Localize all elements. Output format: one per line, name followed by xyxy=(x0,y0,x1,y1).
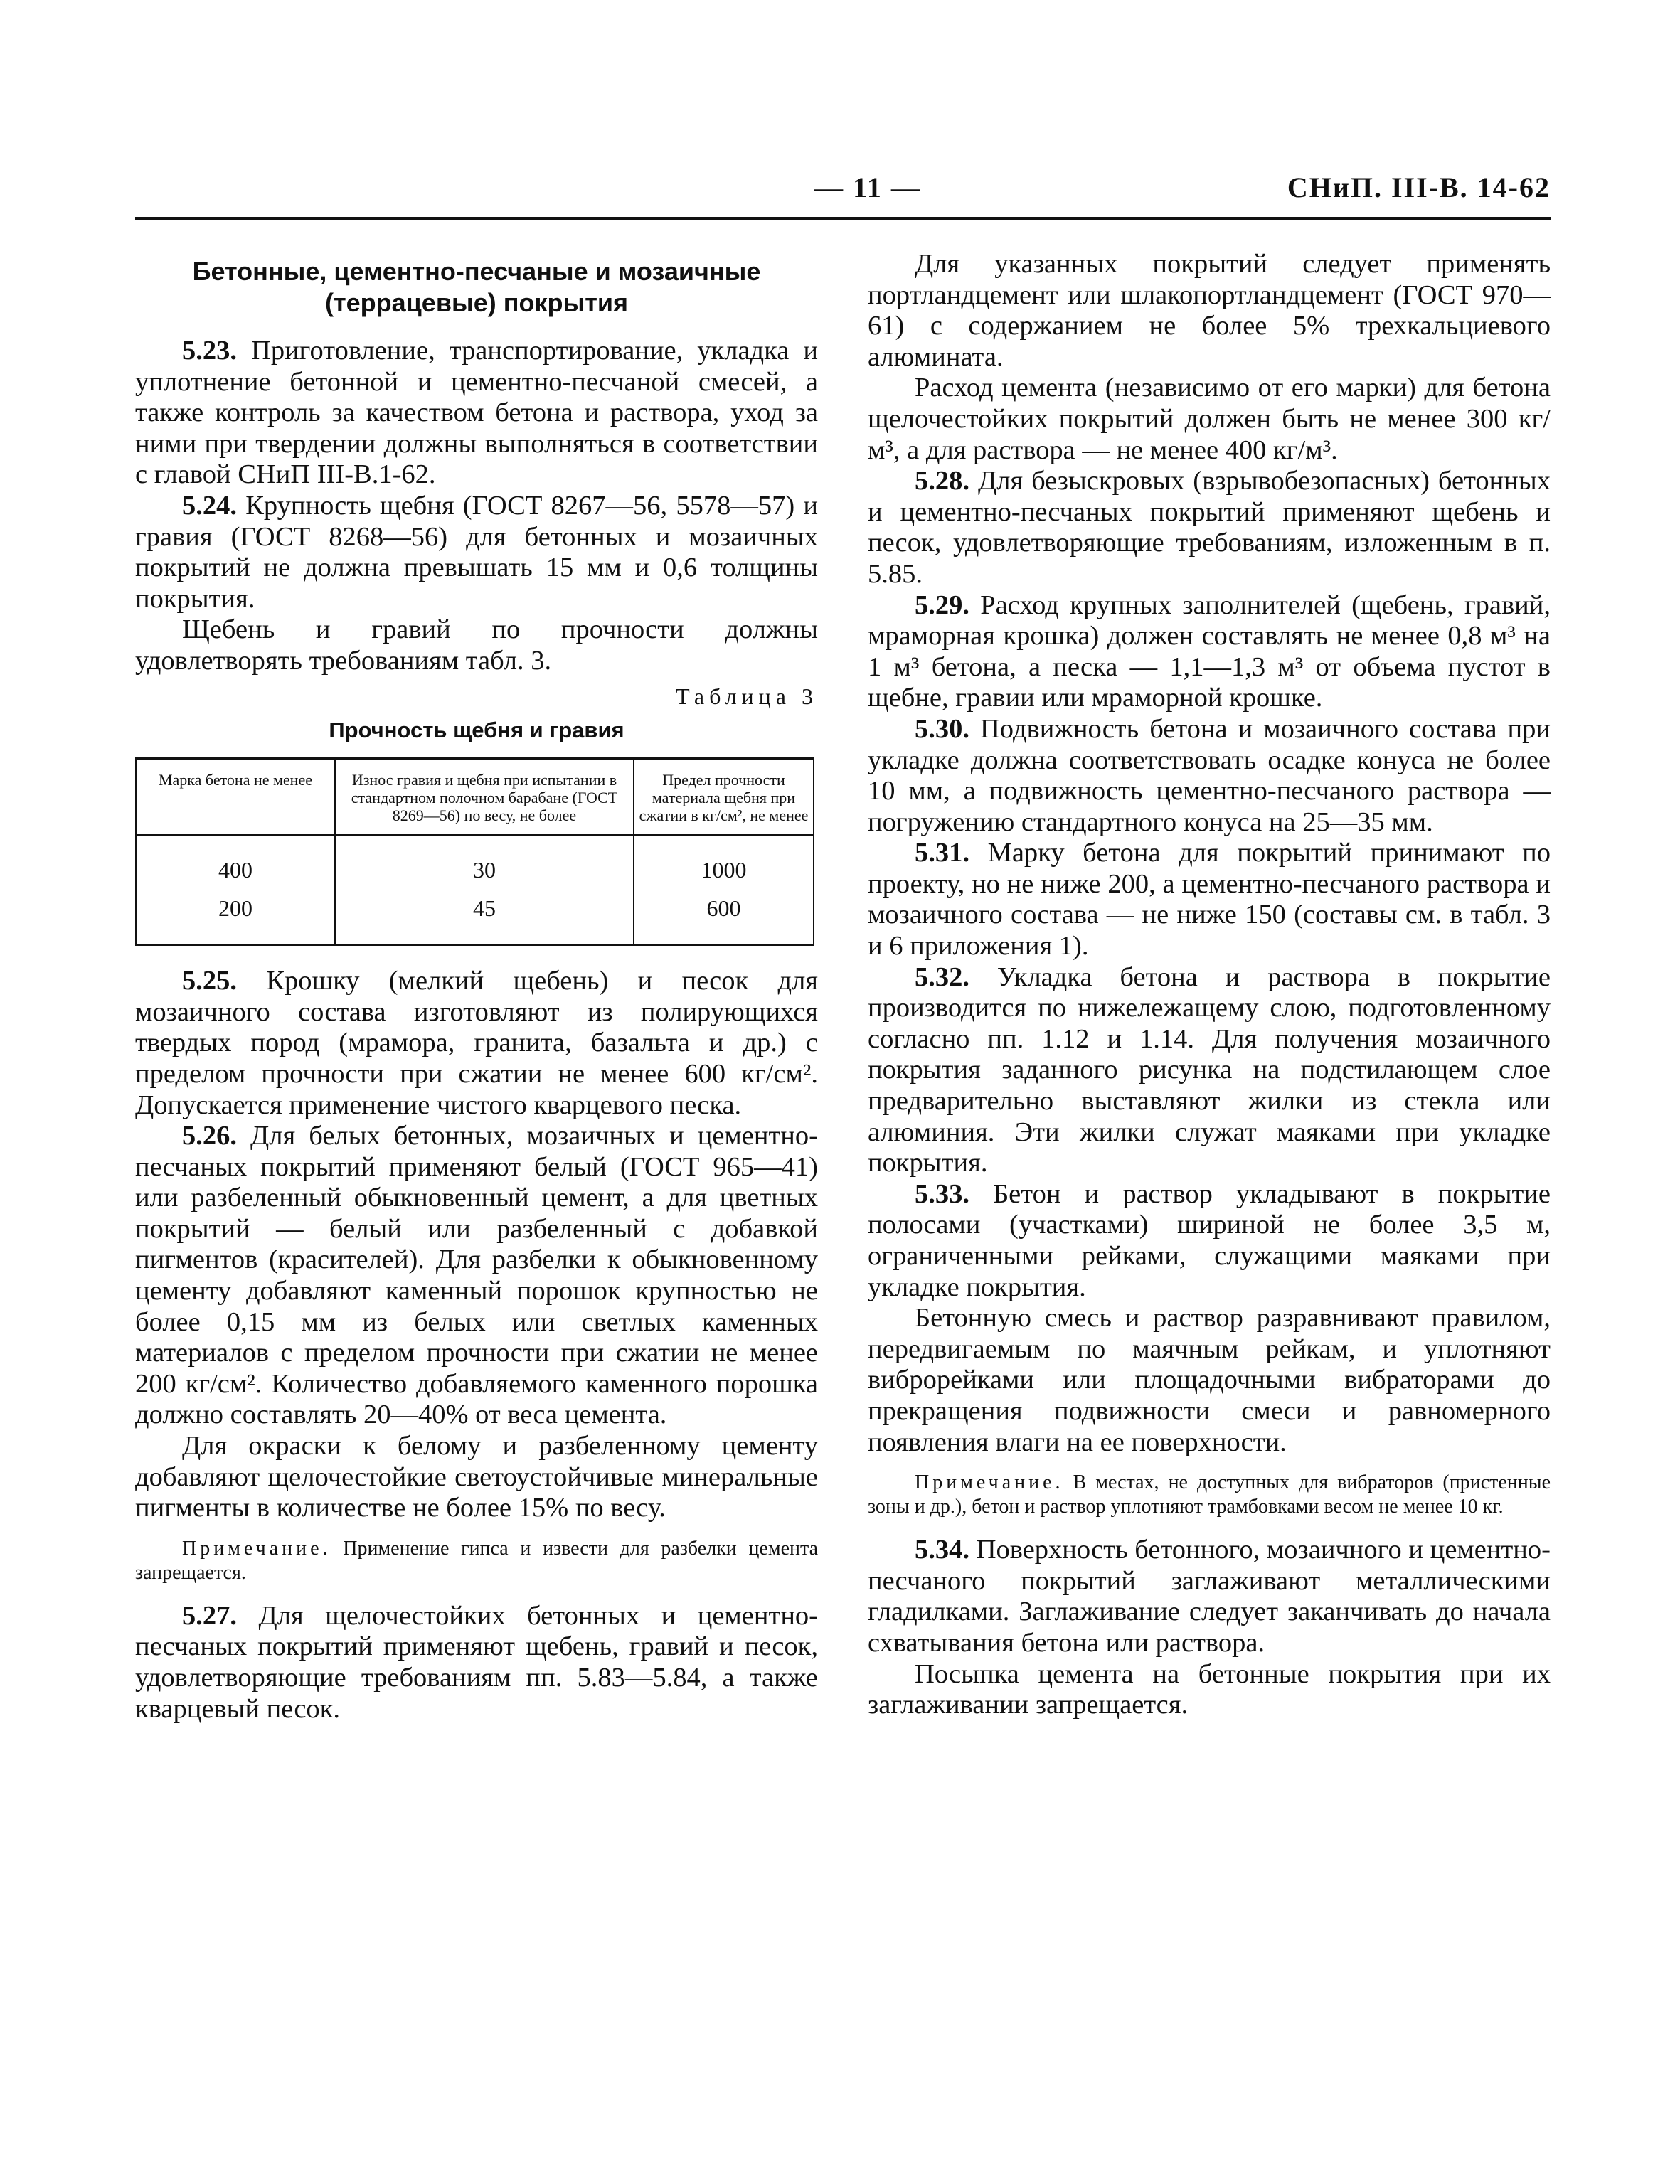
document-code: СНиП. III-В. 14-62 xyxy=(1287,171,1551,203)
header-rule xyxy=(135,217,1551,220)
table-cell: 30 xyxy=(335,835,634,889)
table-cell: 400 xyxy=(136,835,335,889)
paragraph-5-29 xyxy=(868,590,1551,714)
paragraph-text: Приготовление, транспортирование, укладка и уплотнение бетонной и цементно-песчаной смесей, а также контроль за качеством бетона и раствора, уход за ними при твердении должны выполняться в соответствии с главой СНиП III-В.1-62. xyxy=(135,336,818,490)
table-label: Таблица 3 xyxy=(676,683,818,709)
paragraph-number: 5.25. xyxy=(182,966,237,996)
paragraph-5-32 xyxy=(868,962,1551,1179)
paragraph-number: 5.24. xyxy=(182,490,237,521)
paragraph-5-26-continued: Для окраски к белому и разбеленному цементу добавляют щелочестойкие светоустойчивые минеральные пигменты в количестве не более 15% по весу. xyxy=(135,1431,818,1523)
note-label: Примечание. xyxy=(182,1537,331,1560)
paragraph-5-27-consumption: Расход цемента (независимо от его марки) для бетона щелочестойких покрытий должен быть не менее 300 кг/м³, а для раствора — не менее 400 кг/м³. xyxy=(868,373,1551,465)
right-column xyxy=(868,249,1551,1721)
paragraph-number: 5.31. xyxy=(915,838,969,868)
paragraph-5-25 xyxy=(135,966,818,1121)
strength-table xyxy=(135,757,814,946)
note-text: Применение гипса и извести для разбелки цемента запрещается. xyxy=(135,1537,818,1584)
page-header xyxy=(135,171,1551,213)
table-header-row xyxy=(136,759,814,836)
paragraph-text: Расход крупных заполнителей (щебень, гравий, мраморная крошка) должен составлять не менее 0,8 м³ на 1 м³ бетона, а песка — 1,1—1,3 м³ от объема пустот в щебне, гравии или мраморной крошке. xyxy=(868,590,1551,713)
paragraph-text: Бетон и раствор укладывают в покрытие полосами (участками) шириной не более 3,5 м, ограниченными рейками, служащими маяками при укладке покрытия. xyxy=(868,1178,1551,1302)
paragraph-number: 5.27. xyxy=(182,1600,237,1631)
paragraph-5-23 xyxy=(135,336,818,491)
table-row xyxy=(136,835,814,889)
note-text: В местах, не доступных для вибраторов (пристенные зоны и др.), бетон и раствор уплотняют трамбовками весом не менее 10 кг. xyxy=(868,1471,1551,1518)
paragraph-text: Крупность щебня (ГОСТ 8267—56, 5578—57) и гравия (ГОСТ 8268—56) для бетонных и мозаичных покрытий не должна превышать 15 мм и 0,6 толщины покрытия. xyxy=(135,490,818,614)
paragraph-number: 5.26. xyxy=(182,1121,237,1151)
left-column xyxy=(135,249,818,1725)
paragraph-5-27-cement: Для указанных покрытий следует применять портландцемент или шлакопортландцемент (ГОСТ 970—61) с содержанием не более 5% трехкальциевого алюмината. xyxy=(868,249,1551,372)
paragraph-number: 5.23. xyxy=(182,336,237,366)
page-number: — 11 — xyxy=(814,171,921,203)
paragraph-5-31 xyxy=(868,838,1551,962)
paragraph-5-24 xyxy=(135,491,818,614)
paragraph-5-27 xyxy=(135,1601,818,1725)
paragraph-number: 5.28. xyxy=(915,466,969,496)
table-header-cell: Предел прочности материала щебня при сжатии в кг/см², не менее xyxy=(639,771,809,825)
table-caption: Прочность щебня и гравия xyxy=(329,718,624,743)
paragraph-5-28 xyxy=(868,466,1551,590)
paragraph-5-24-continued: Щебень и гравий по прочности должны удовлетворять требованиям табл. 3. xyxy=(135,614,818,676)
paragraph-text: Подвижность бетона и мозаичного состава при укладке должна соответствовать осадке конуса не более 10 мм, а подвижность цементно-песчаного раствора — погружению стандартного конуса на 25—35 мм. xyxy=(868,713,1551,837)
paragraph-5-34-continued: Посыпка цемента на бетонные покрытия при их заглаживании запрещается. xyxy=(868,1658,1551,1720)
paragraph-5-33-continued: Бетонную смесь и раствор разравнивают правилом, передвигаемым по маячным рейкам, и уплотняют виброрейками или площадочными вибраторами до прекращения подвижности смеси и равномерного появления влаги на ее поверхности. xyxy=(868,1303,1551,1457)
paragraph-number: 5.33. xyxy=(915,1178,969,1209)
table-header-cell: Износ гравия и щебня при испытании в стандартном полочном барабане (ГОСТ 8269—56) по весу, не более xyxy=(335,759,634,836)
paragraph-5-26 xyxy=(135,1121,818,1431)
paragraph-number: 5.30. xyxy=(915,713,969,744)
paragraph-5-33 xyxy=(868,1179,1551,1303)
paragraph-number: 5.32. xyxy=(915,962,969,992)
note-gypsum xyxy=(135,1537,818,1585)
paragraph-text: Поверхность бетонного, мозаичного и цементно-песчаного покрытий заглаживают металлическими гладилками. Заглаживание следует заканчивать до начала схватывания бетона или раствора. xyxy=(868,1535,1551,1658)
paragraph-text: Для белых бетонных, мозаичных и цементно-песчаных покрытий применяют белый (ГОСТ 965—41) или разбеленный обыкновенный цемент, а для цветных покрытий — белый или разбеленный с добавкой пигментов (красителей). Для разбелки к обыкновенному цементу добавляют каменный порошок крупностью не более 0,15 мм из белых или светлых каменных материалов с пределом прочности при сжатии не менее 200 кг/см². Количество добавляемого каменного порошка должно составлять 20—40% от веса цемента. xyxy=(135,1121,818,1430)
paragraph-number: 5.34. xyxy=(915,1535,969,1565)
note-vibrators xyxy=(868,1471,1551,1519)
table-cell: 200 xyxy=(136,889,335,945)
table-header-cell: Марка бетона не менее xyxy=(136,759,335,836)
table-row xyxy=(136,889,814,945)
paragraph-text: Для щелочестойких бетонных и цементно-песчаных покрытий применяют щебень, гравий и песок, удовлетворяющие требованиям пп. 5.83—5.84, а также кварцевый песок. xyxy=(135,1600,818,1724)
paragraph-number: 5.29. xyxy=(915,590,969,620)
table-cell: 600 xyxy=(706,895,741,922)
paragraph-text: Укладка бетона и раствора в покрытие производится по нижележащему слою, подготовленному согласно пп. 1.12 и 1.14. Для получения мозаичного покрытия заданного рисунка на подстилающем слое предварительно выставляют жилки из стекла или алюминия. Эти жилки служат маяками при укладке покрытия. xyxy=(868,962,1551,1178)
paragraph-text: Крошку (мелкий щебень) и песок для мозаичного состава изготовляют из полирующихся твердых пород (мрамора, гранита, базальта и др.) с пределом прочности при сжатии не менее 600 кг/см². Допускается применение чистого кварцевого песка. xyxy=(135,966,818,1120)
paragraph-5-30 xyxy=(868,714,1551,838)
paragraph-text: Марку бетона для покрытий принимают по проекту, но не ниже 200, а цементно-песчаного раствора и мозаичного состава — не ниже 150 (составы см. в табл. 3 и 6 приложения 1). xyxy=(868,838,1551,962)
table-cell: 1000 xyxy=(701,857,747,883)
note-label: Примечание. xyxy=(915,1471,1064,1494)
paragraph-text: Для безыскровых (взрывобезопасных) бетонных и цементно-песчаных покрытий применяют щебень и песок, удовлетворяющие требованиям, изложенным в п. 5.85. xyxy=(868,466,1551,589)
section-heading: Бетонные, цементно-песчаные и мозаичные (террацевые) покрытия xyxy=(192,257,761,317)
table-cell: 45 xyxy=(335,889,634,945)
paragraph-5-34 xyxy=(868,1535,1551,1658)
